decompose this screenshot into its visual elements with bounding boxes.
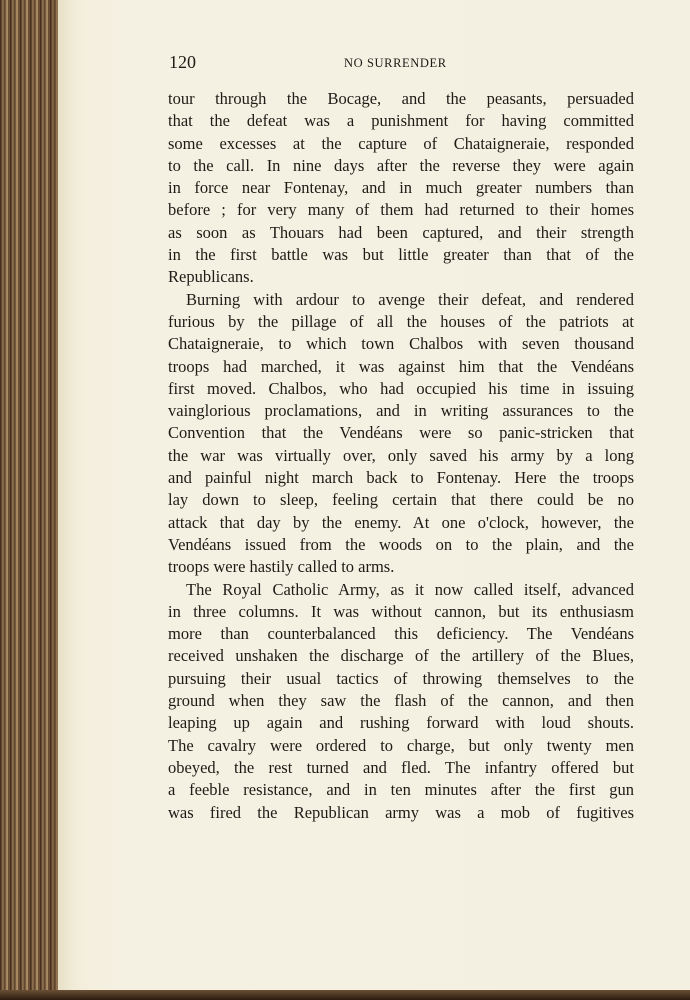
paragraph <box>168 579 634 824</box>
running-title: NO SURRENDER <box>344 56 447 70</box>
text-line: in the first battle was but little greater than that of the <box>168 245 634 265</box>
text-line: lay down to sleep, feeling certain that there could be no <box>168 490 634 510</box>
text-line: Republicans. <box>168 267 254 287</box>
paragraph <box>168 88 634 289</box>
page-header <box>169 52 633 76</box>
text-line: Chataigneraie, to which town Chalbos with seven thousand <box>168 334 634 354</box>
text-line: that the defeat was a punishment for having committed <box>168 111 634 131</box>
text-line: as soon as Thouars had been captured, and their strength <box>168 222 634 242</box>
text-line: in force near Fontenay, and in much greater numbers than <box>168 178 634 198</box>
text-line: the war was virtually over, only saved his army by a long <box>168 445 634 465</box>
body-text <box>168 88 634 824</box>
paragraph <box>168 289 634 579</box>
text-line: The Royal Catholic Army, as it now called itself, advanced <box>186 579 634 599</box>
text-line: was fired the Republican army was a mob of fugitives <box>168 802 634 822</box>
page-edges <box>0 0 60 1000</box>
text-line: attack that day by the enemy. At one o'clock, however, the <box>168 512 634 532</box>
text-line: first moved. Chalbos, who had occupied his time in issuing <box>168 378 634 398</box>
text-line: ground when they saw the flash of the cannon, and then <box>168 691 634 711</box>
text-line: and painful night march back to Fontenay. Here the troops <box>168 468 634 488</box>
text-line: Burning with ardour to avenge their defeat, and rendered <box>186 289 634 309</box>
text-line: Convention that the Vendéans were so panic-stricken that <box>168 423 634 443</box>
text-line: pursuing their usual tactics of throwing themselves to the <box>168 668 634 688</box>
text-line: leaping up again and rushing forward with loud shouts. <box>168 713 634 733</box>
text-line: some excesses at the capture of Chataigneraie, responded <box>168 133 634 153</box>
page-number: 120 <box>169 52 196 72</box>
text-line: more than counterbalanced this deficiency. The Vendéans <box>168 624 634 644</box>
text-line: tour through the Bocage, and the peasants, persuaded <box>168 89 634 108</box>
bottom-shadow <box>0 990 690 1000</box>
text-line: troops had marched, it was against him that the Vendéans <box>168 356 634 376</box>
text-line: Vendéans issued from the woods on to the plain, and the <box>168 534 634 554</box>
text-line: furious by the pillage of all the houses of the patriots at <box>168 311 634 331</box>
text-line: to the call. In nine days after the reverse they were again <box>168 155 634 175</box>
text-line: vainglorious proclamations, and in writing assurances to the <box>168 401 634 421</box>
text-line: a feeble resistance, and in ten minutes after the first gun <box>168 780 634 800</box>
text-line: obeyed, the rest turned and fled. The infantry offered but <box>168 757 634 777</box>
text-line: troops were hastily called to arms. <box>168 557 395 577</box>
text-line: in three columns. It was without cannon, but its enthusiasm <box>168 601 634 621</box>
text-line: before ; for very many of them had returned to their homes <box>168 200 634 220</box>
text-line: received unshaken the discharge of the artillery of the Blues, <box>168 646 634 666</box>
text-line: The cavalry were ordered to charge, but only twenty men <box>168 735 634 755</box>
